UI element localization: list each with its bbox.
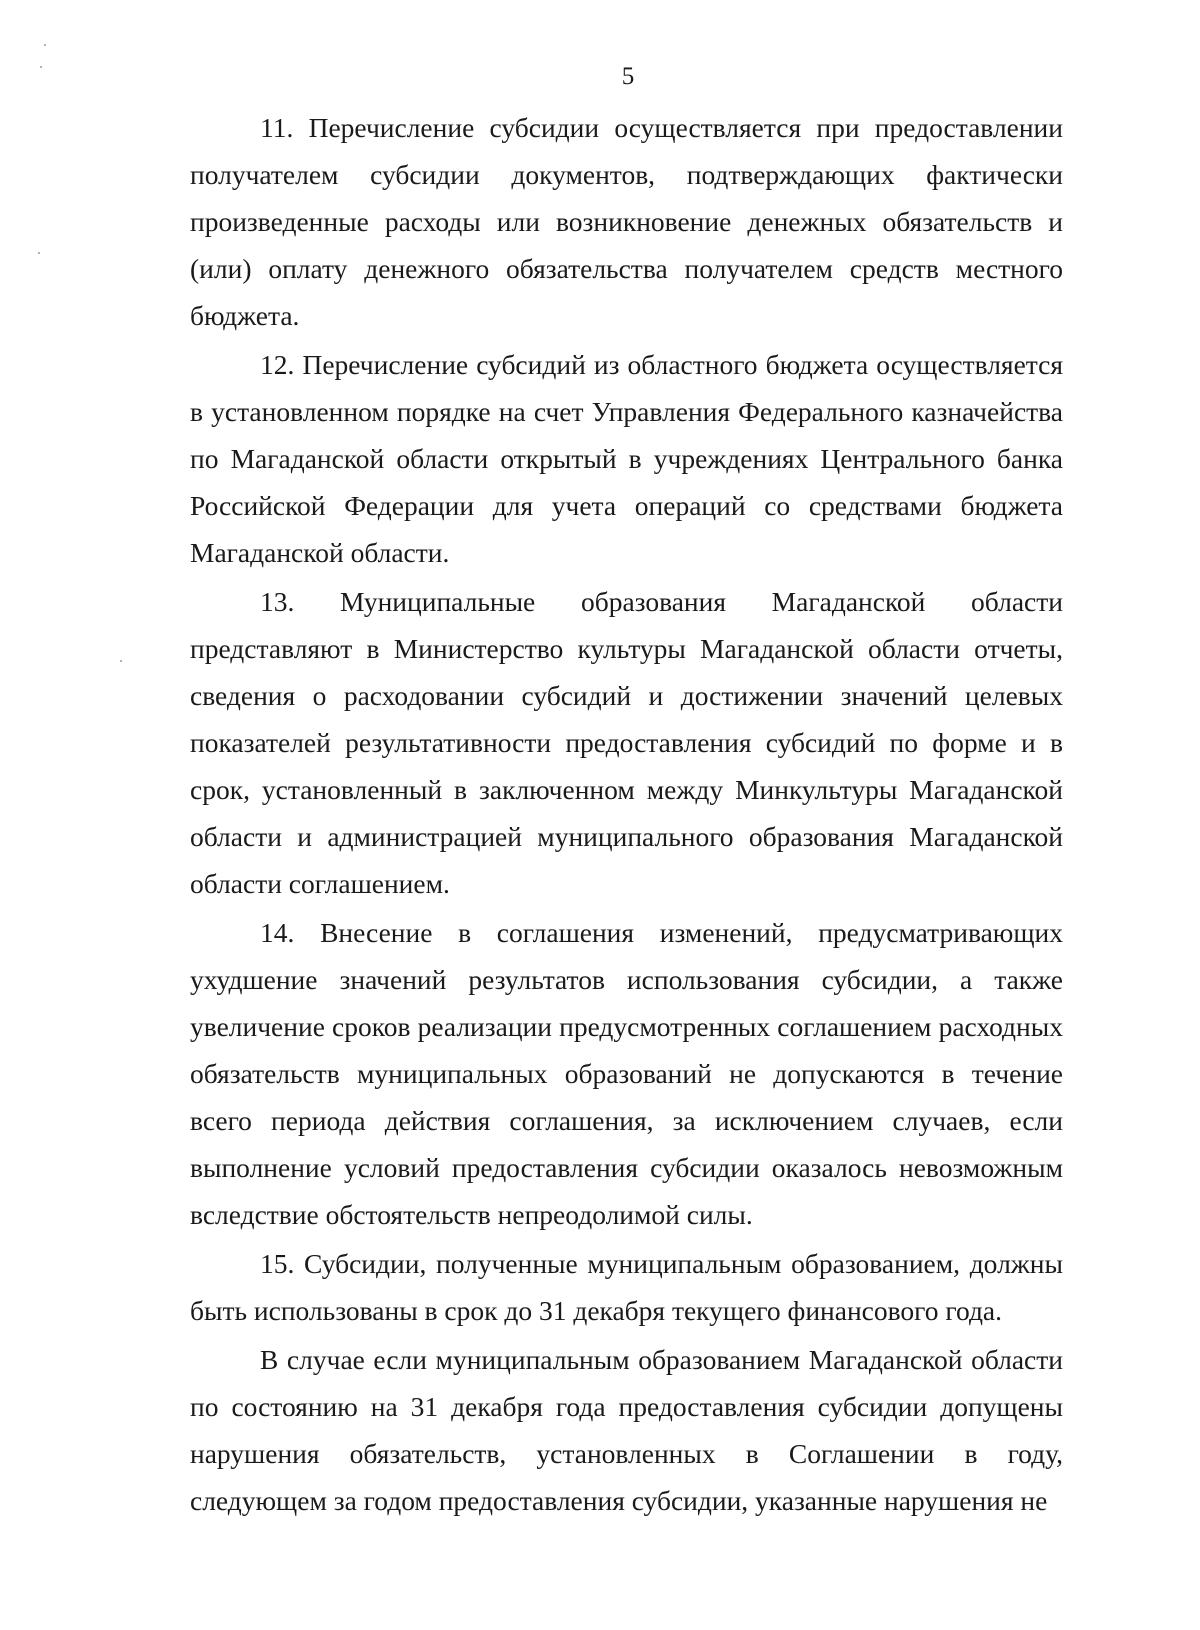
scan-speck bbox=[40, 66, 42, 68]
paragraph-12: 12. Перечисление субсидий из областного бюджета осуществляется в установленном порядке на счет Управления Федерального казначейства по Магаданской области открытый в учреждениях Центрального банка Российской Федерации для учета операций со средствами бюджета Магаданской области. bbox=[190, 349, 1063, 568]
page-number: 5 bbox=[621, 63, 635, 90]
scan-speck bbox=[38, 252, 40, 254]
paragraph-14: 14. Внесение в соглашения изменений, предусматривающих ухудшение значений результатов использования субсидии, а также увеличение сроков реализации предусмотренных соглашением расходных обязательств муниципальных образований не допускаются в течение всего периода действия соглашения, за исключением случаев, если выполнение условий предоставления субсидии оказалось невозможным вследствие обстоятельств непреодолимой силы. bbox=[190, 917, 1063, 1230]
paragraph-15: 15. Субсидии, полученные муниципальным образованием, должны быть использованы в срок до 31 декабря текущего финансового года. bbox=[190, 1248, 1063, 1326]
scan-speck bbox=[120, 660, 122, 662]
paragraph-11: 11. Перечисление субсидии осуществляется при предоставлении получателем субсидии документов, подтверждающих фактически произведенные расходы или возникновение денежных обязательств и (или) оплату денежного обязательства получателем средств местного бюджета. bbox=[190, 112, 1063, 331]
paragraph-15-continuation: В случае если муниципальным образованием Магаданской области по состоянию на 31 декабря года предоставления субсидии допущены нарушения обязательств, установленных в Соглашении в году, следующем за годом предоставления субсидии, указанные нарушения не bbox=[190, 1344, 1063, 1516]
document-body bbox=[190, 104, 1063, 1524]
paragraph-13: 13. Муниципальные образования Магаданской области представляют в Министерство культуры Магаданской области отчеты, сведения о расходовании субсидий и достижении значений целевых показателей результативности предоставления субсидий по форме и в срок, установленный в заключенном между Минкультуры Магаданской области и администрацией муниципального образования Магаданской области соглашением. bbox=[190, 586, 1063, 899]
scan-speck bbox=[44, 44, 46, 46]
